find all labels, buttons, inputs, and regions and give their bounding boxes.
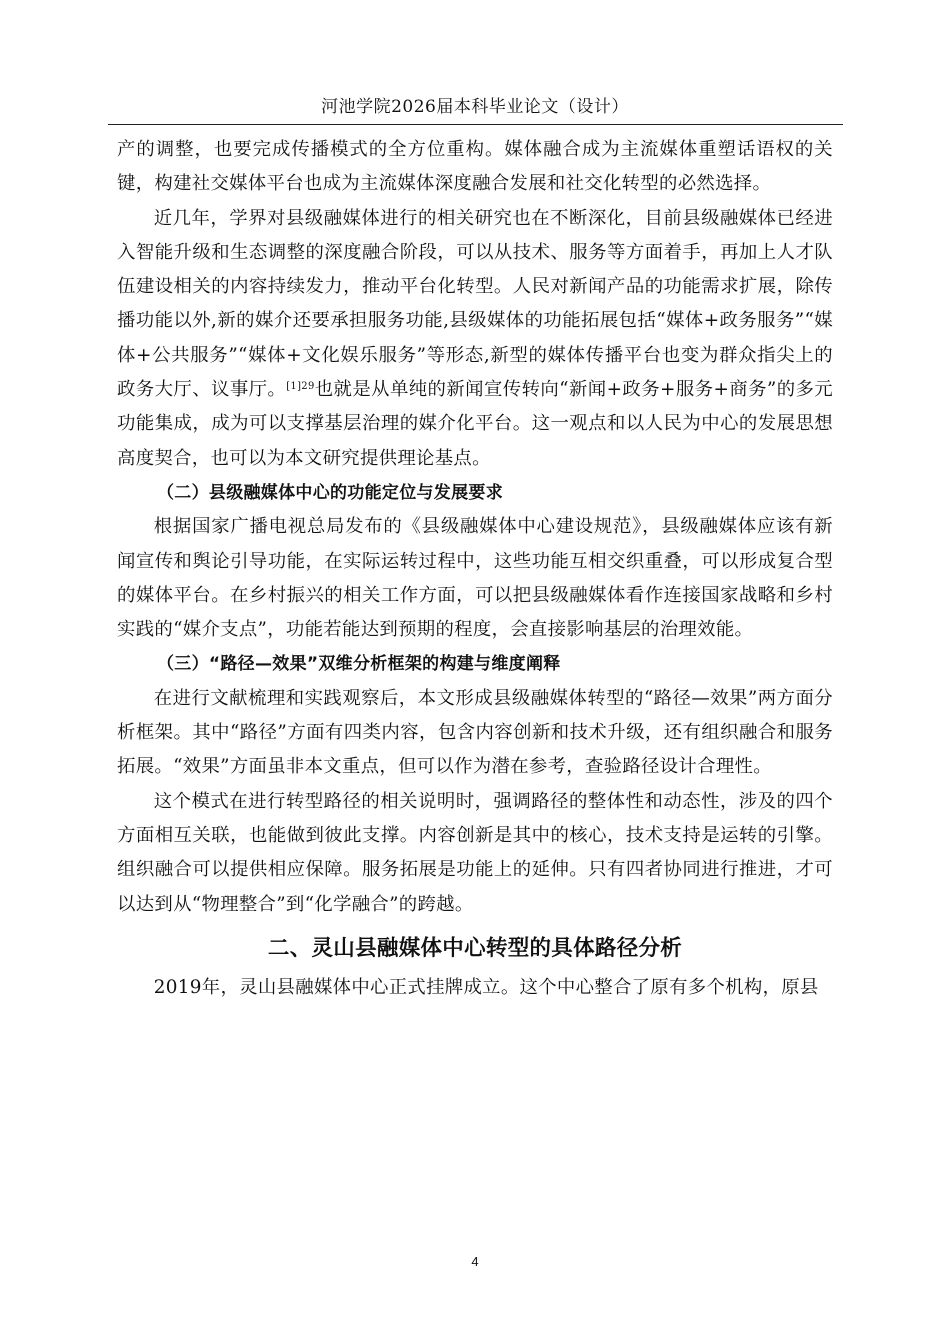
paragraph-model: 这个模式在进行转型路径的相关说明时，强调路径的整体性和动态性，涉及的四个方面相互关联，也能做到彼此支撑。内容创新是其中的核心，技术支持是运转的引擎。组织融合可以提供相应保障。服务拓展是功能上的延伸。只有四者协同进行推进，才可以达到从“物理整合”到“化学融合”的跨越。 bbox=[117, 790, 833, 915]
page-number: 4 bbox=[471, 1254, 479, 1269]
page-header: 河池学院2026届本科毕业论文（设计） bbox=[321, 97, 629, 117]
paragraph-text: 近几年，学界对县级融媒体进行的相关研究也在不断深化，目前县级融媒体已经进入智能升级和生态调整的深度融合阶段，可以从技术、服务等方面着手，再加上人才队伍建设相关的内容持续发力，推动平台化转型。人民对新闻产品的功能需求扩展，除传播功能以外,新的媒介还要承担服务功能,县级媒体的功能拓展包括“媒体+政务服务”“媒体+公共服务”“媒体+文化娱乐服务”等形态,新型的媒体传播平台也变为群众指尖上的政务大厅、议事厅。 bbox=[117, 207, 833, 401]
header-divider bbox=[108, 124, 843, 125]
paragraph-continued: 产的调整，也要完成传播模式的全方位重构。媒体融合成为主流媒体重塑话语权的关键，构建社交媒体平台也成为主流媒体深度融合发展和社交化转型的必然选择。 bbox=[117, 139, 833, 195]
main-content bbox=[117, 133, 833, 1005]
paragraph-text: 也就是从单纯的新闻宣传转向“新闻+政务+服务+商务”的多元功能集成，成为可以支撑基层治理的媒介化平台。这一观点和以人民为中心的发展思想高度契合，也可以为本文研究提供理论基点。 bbox=[117, 379, 833, 469]
section-heading-2: 二、灵山县融媒体中心转型的具体路径分析 bbox=[267, 935, 683, 961]
subsection-heading-2: （二）县级融媒体中心的功能定位与发展要求 bbox=[157, 482, 503, 503]
paragraph-lingshan-intro: 2019年，灵山县融媒体中心正式挂牌成立。这个中心整合了原有多个机构，原县 bbox=[153, 976, 819, 998]
subsection-heading-3: （三）“路径—效果”双维分析框架的构建与维度阐释 bbox=[157, 654, 561, 675]
paragraph-framework: 在进行文献梳理和实践观察后，本文形成县级融媒体转型的“路径—效果”两方面分析框架。其中“路径”方面有四类内容，包含内容创新和技术升级，还有组织融合和服务拓展。“效果”方面虽非本文重点，但可以作为潜在参考，查验路径设计合理性。 bbox=[117, 687, 833, 778]
citation-marker: [1]29 bbox=[286, 381, 315, 393]
paragraph-function-positioning: 根据国家广播电视总局发布的《县级融媒体中心建设规范》，县级融媒体应该有新闻宣传和舆论引导功能，在实际运转过程中，这些功能互相交织重叠，可以形成复合型的媒体平台。在乡村振兴的相关工作方面，可以把县级融媒体看作连接国家战略和乡村实践的“媒介支点”，功能若能达到预期的程度，会直接影响基层的治理效能。 bbox=[117, 516, 833, 641]
paragraph-research-review bbox=[117, 202, 833, 476]
